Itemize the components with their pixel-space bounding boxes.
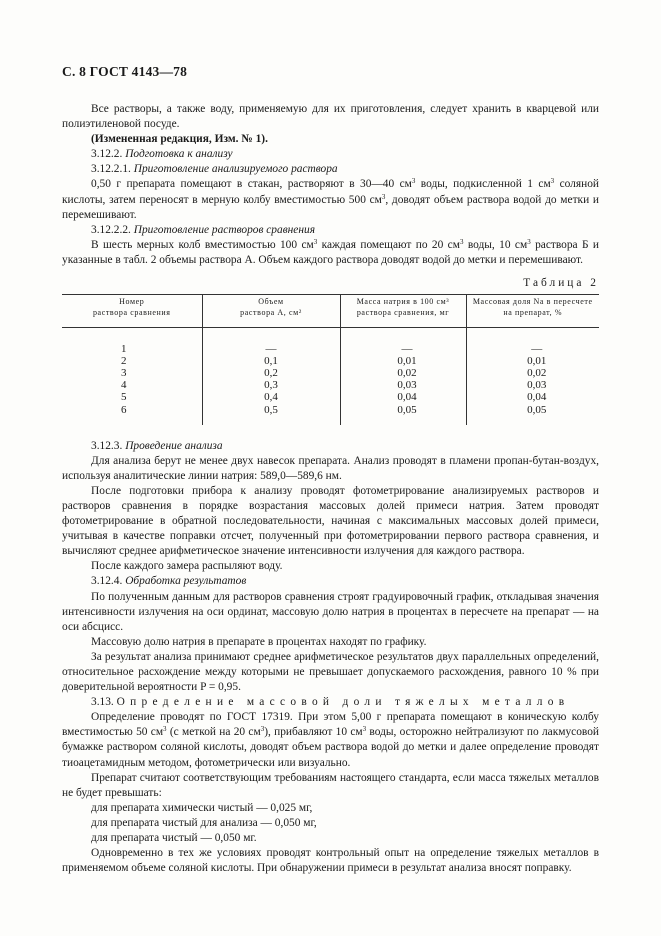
limit-item: для препарата чистый — 0,050 мг. [91,832,257,845]
text-run: воды, 10 см [463,238,528,251]
column-header: Массовая доля Na в пересчете на препарат, % [466,295,599,328]
section-number: 3.12.2.2. [91,223,131,236]
paragraph-reference-prep [62,238,599,268]
section-title: Проведение анализа [125,439,223,452]
limit-item: для препарата чистый для анализа — 0,050 мг, [91,816,317,829]
table-row [62,367,599,379]
section-number: 3.13. [91,696,114,709]
section-title: Определение массовой доли тяжелых металлов [116,696,570,709]
text-run: 0,50 г препарата помещают в стакан, растворяют в 30—40 см [91,178,412,191]
table-header-row [62,295,599,328]
superscript: 3 [381,192,386,201]
text-run: Определение проводят по ГОСТ 17319. При этом 5,00 г препарата помещают в коническую колбу вместимостью 50 см [62,711,599,739]
text-run: , доводят объем раствора водой до метки и перемешивают. [62,193,599,221]
table-cell: — [340,328,466,356]
amendment-note: (Измененная редакция, Изм. № 1). [91,133,268,146]
table-cell: 3 [121,367,127,380]
paragraph: Препарат считают соответствующим требованиям настоящего стандарта, если масса тяжелых металлов не будет превышать: [62,771,599,799]
table-cell: 0,3 [202,379,340,391]
text-run: ), прибавляют 10 см [264,726,363,739]
paragraph-storage: Все растворы, а также воду, применяемую для их приготовления, следует хранить в кварцевой или полиэтиленовой посуде. [62,103,599,131]
superscript: 3 [163,725,167,734]
text-run: раствора Б и указанные в табл. 2 объемы раствора А. Объем каждого раствора доводят водой до метки и перемешивают. [62,238,599,266]
superscript: 3 [313,237,318,246]
superscript: 3 [550,177,555,186]
table-cell: 0,03 [340,379,466,391]
reference-solutions-table [62,294,599,425]
table-caption: Таблица 2 [523,277,599,290]
section-title: Подготовка к анализу [125,148,233,161]
section-3-12-2 [62,147,599,162]
table-cell: 0,02 [466,367,599,379]
paragraph: За результат анализа принимают среднее арифметическое результатов двух параллельных определений, относительное расхождение между которыми не превышает допускаемого расхождения, равного 10 % при доверительной вероятности P = 0,95. [62,650,599,694]
table-cell: 0,05 [466,404,599,425]
table-cell: 0,04 [340,391,466,403]
paragraph-heavy-metals [62,710,599,770]
section-number: 3.12.4. [91,575,123,588]
page-header: С. 8 ГОСТ 4143—78 [62,64,188,79]
section-number: 3.12.2.1. [91,163,131,176]
section-3-12-3 [62,439,599,454]
table-cell: 2 [121,355,127,368]
section-title: Приготовление растворов сравнения [133,223,315,236]
superscript: 3 [411,177,416,186]
column-header: Объем раствора А, см² [202,295,340,328]
table-cell: 0,2 [202,367,340,379]
table-cell: 0,01 [466,355,599,367]
column-header: Масса натрия в 100 см³ раствора сравнения, мг [340,295,466,328]
table-cell: 0,04 [466,391,599,403]
text-run: воды, подкисленной 1 см [415,178,551,191]
table-cell: 0,02 [340,367,466,379]
table-cell: 0,5 [202,404,340,425]
table-cell: 0,01 [340,355,466,367]
section-3-13 [62,695,599,710]
table-cell: 1 [121,343,127,356]
section-number: 3.12.3. [91,439,123,452]
paragraph: После каждого замера распыляют воду. [91,560,283,573]
paragraph: По полученным данным для растворов сравнения строят градуировочный график, откладывая значения интенсивности излучения на оси ординат, массовую долю натрия в процентах в пересчете на препарат — на оси абсцисс. [62,590,599,633]
section-title: Обработка результатов [125,575,247,588]
section-3-12-2-1 [62,162,599,177]
paragraph: Для анализа берут не менее двух навесок препарата. Анализ проводят в пламени пропан-бутан-воздух, используя аналитические линии натрия: 589,0—589,6 нм. [62,454,599,482]
table-cell: — [466,328,599,356]
section-title: Приготовление анализируемого раствора [133,163,338,176]
table-row [62,355,599,367]
superscript: 3 [362,725,367,734]
table-cell: 6 [121,403,127,416]
table-row [62,391,599,403]
text-run: каждая помещают по 20 см [317,238,460,251]
table-cell: 0,4 [202,391,340,403]
limit-item: для препарата химически чистый — 0,025 мг, [91,801,313,814]
table-cell: — [202,328,340,356]
table-row [62,404,599,425]
document-page [62,64,599,876]
paragraph: Массовую долю натрия в препарате в процентах находят по графику. [91,635,427,648]
paragraph-sample-prep [62,177,599,222]
table-cell: 0,05 [340,404,466,425]
text-run: В шесть мерных колб вместимостью 100 см [91,238,314,251]
section-3-12-2-2 [62,223,599,238]
paragraph: После подготовки прибора к анализу проводят фотометрирование анализируемых растворов и растворов сравнения в порядке возрастания массовых долей примеси натрия. Затем проводят фотометрирование в обратной последовательности, начиная с максимальных массовых долей примеси, учитывая в качестве поправки отсчет, полученный при фотометрировании первого раствора сравнения, и вычисляют среднее арифметическое значение интенсивности излучения для каждого раствора. [62,484,599,558]
superscript: 3 [260,725,265,734]
paragraph: Одновременно в тех же условиях проводят контрольный опыт на определение тяжелых металлов в применяемом объеме соляной кислоты. При обнаружении примеси в результат анализа вносят поправку. [62,847,599,875]
table-cell: 0,03 [466,379,599,391]
table-row [62,328,599,356]
table-row [62,379,599,391]
table-cell: 4 [121,379,127,392]
superscript: 3 [459,237,464,246]
column-header: Номер раствора сравнения [62,295,202,328]
text-run: соляной кислоты, затем переносят в мерную колбу вместимостью 500 см [62,178,599,206]
superscript: 3 [527,237,531,246]
table-cell: 5 [121,391,127,404]
table-cell: 0,1 [202,355,340,367]
section-3-12-4 [62,574,599,589]
section-number: 3.12.2. [91,148,123,161]
text-run: воды, осторожно нейтрализуют по лакмусовой бумажке раствором соляной кислоты, доводят объем раствора водой до метки и далее определение проводят тиоацетамидным методом, фотометрически или визуально. [62,726,599,769]
text-run: (с меткой на 20 см [166,726,261,739]
